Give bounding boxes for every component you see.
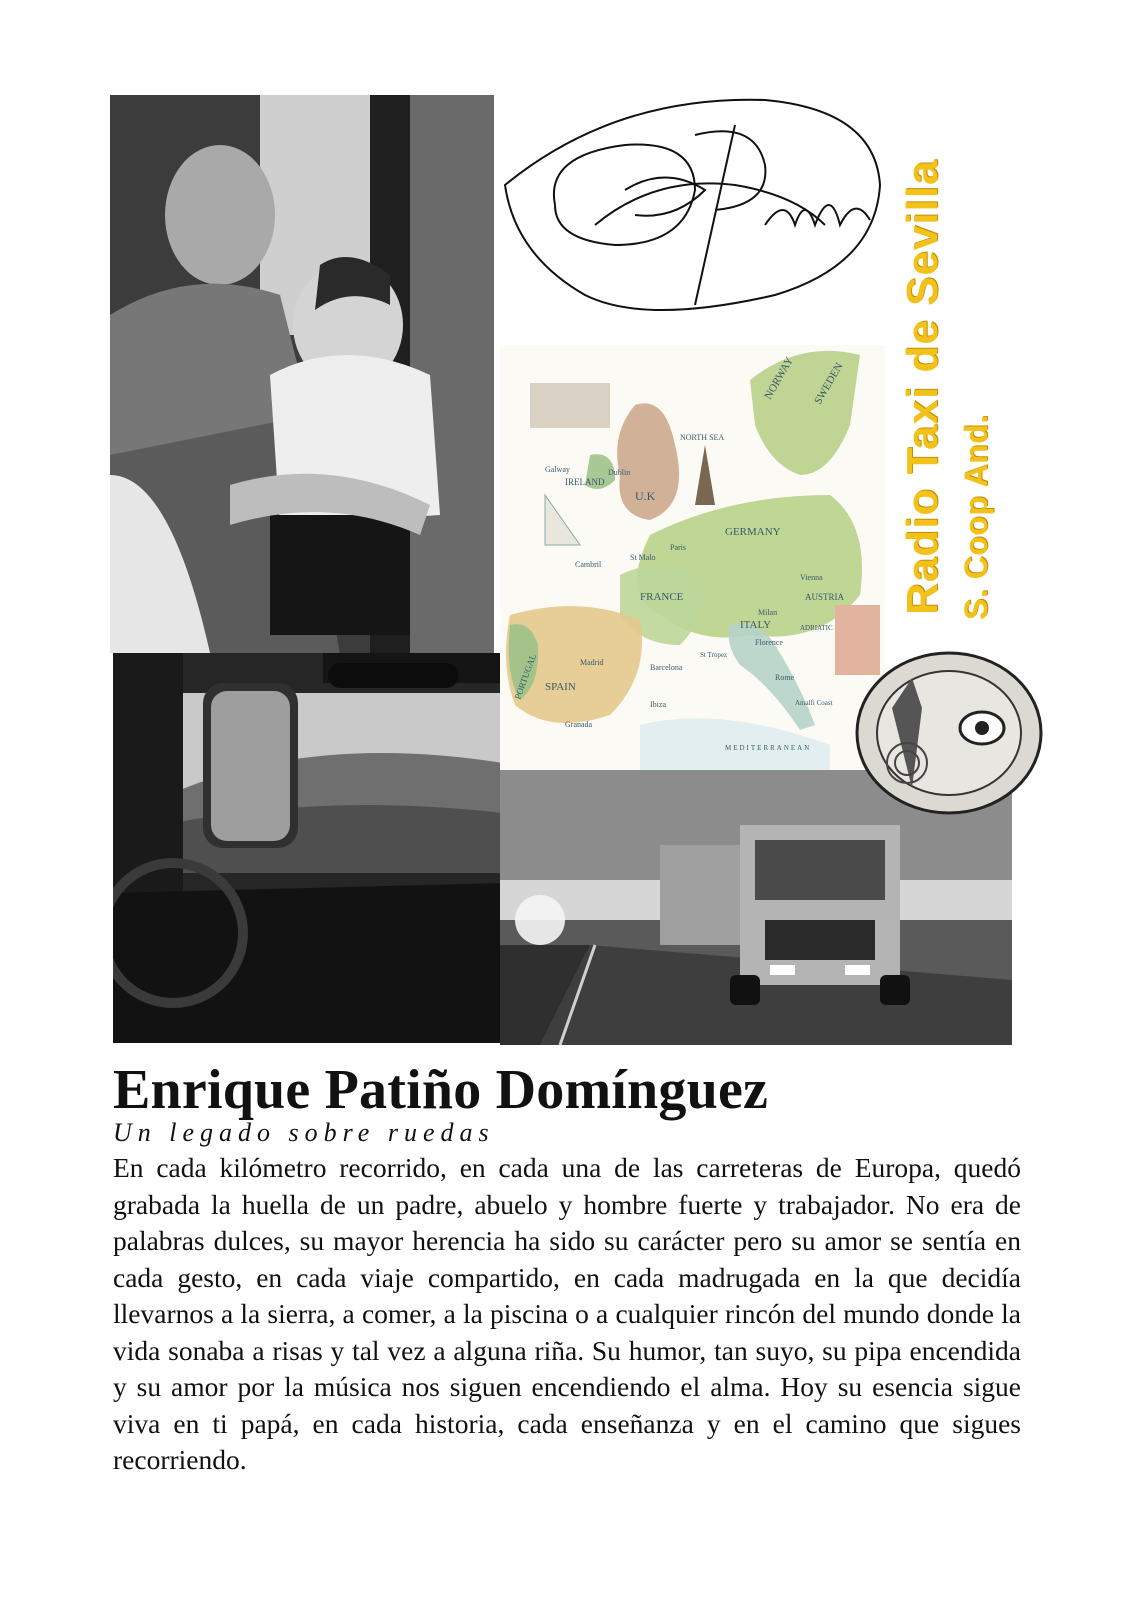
signature-icon xyxy=(495,95,895,325)
map-label-vienna: Vienna xyxy=(800,573,823,582)
map-label-sweden: SWEDEN xyxy=(812,360,846,407)
map-label-adriatic: ADRIATIC xyxy=(800,624,833,632)
map-label-france: FRANCE xyxy=(640,591,684,603)
map-label-austria: AUSTRIA xyxy=(805,592,845,602)
map-label-cambril: Cambril xyxy=(575,560,602,569)
photo-father-and-child xyxy=(110,95,494,653)
cooperative-seal xyxy=(852,648,1047,818)
seal-icon xyxy=(852,648,1047,818)
page-subtitle: Un legado sobre ruedas xyxy=(113,1118,495,1147)
photo-truck-cab-interior xyxy=(113,653,503,1043)
map-label-barcelona: Barcelona xyxy=(650,663,683,672)
cab-photo-graphic xyxy=(113,653,503,1043)
map-label-italy: ITALY xyxy=(740,619,772,631)
map-label-st-tropez: St Tropez xyxy=(700,651,728,659)
map-label-madrid: Madrid xyxy=(580,658,604,667)
map-label-uk: U.K xyxy=(635,489,656,503)
map-label-germany: GERMANY xyxy=(725,526,781,538)
map-label-ibiza: Ibiza xyxy=(650,700,666,709)
map-label-milan: Milan xyxy=(758,608,778,617)
body-paragraph: En cada kilómetro recorrido, en cada una de las carreteras de Europa, quedó grabada la huella de un padre, abuelo y hombre fuerte y trabajador. No era de palabras dulces, su mayor herencia ha sido su carácter pero su amor se sentía en cada gesto, en cada viaje compartido, en cada madrugada en la que decidía llevarnos a la sierra, a comer, a la piscina o a cualquier rincón del mundo donde la vida sonaba a risas y tal vez a alguna riña. Su humor, tan suyo, su pipa encendida y su amor por la música nos siguen encendiendo el alma. Hoy su esencia sigue viva en ti papá, en cada historia, cada enseñanza y en el camino que sigues recorriendo. xyxy=(113,1152,1021,1475)
map-label-galway: Galway xyxy=(545,465,570,474)
map-label-granada: Granada xyxy=(565,720,593,729)
map-label-amalfi: Amalfi Coast xyxy=(795,699,833,707)
map-label-florence: Florence xyxy=(755,638,783,647)
map-label-spain: SPAIN xyxy=(545,681,576,693)
brand-subtitle: S. Coop And. xyxy=(958,414,994,620)
map-label-ireland: IRELAND xyxy=(565,477,605,487)
signature xyxy=(495,95,895,325)
map-label-dublin: Dublin xyxy=(608,468,631,477)
map-label-st-malo: St Malo xyxy=(630,553,656,562)
map-label-mediterranean: MEDITERRANEAN xyxy=(725,744,812,752)
europe-map-graphic xyxy=(500,345,885,770)
page-title: Enrique Patiño Domínguez xyxy=(113,1059,769,1121)
map-label-paris: Paris xyxy=(670,543,686,552)
map-label-norway: NORWAY xyxy=(762,355,796,402)
map-label-rome: Rome xyxy=(775,673,795,682)
brand-title: Radio Taxi de Sevilla xyxy=(898,159,947,615)
map-label-north-sea: NORTH SEA xyxy=(680,433,725,442)
map-label-portugal: PORTUGAL xyxy=(512,652,539,701)
illustrated-europe-map xyxy=(500,345,885,770)
family-photo-graphic xyxy=(110,95,494,653)
